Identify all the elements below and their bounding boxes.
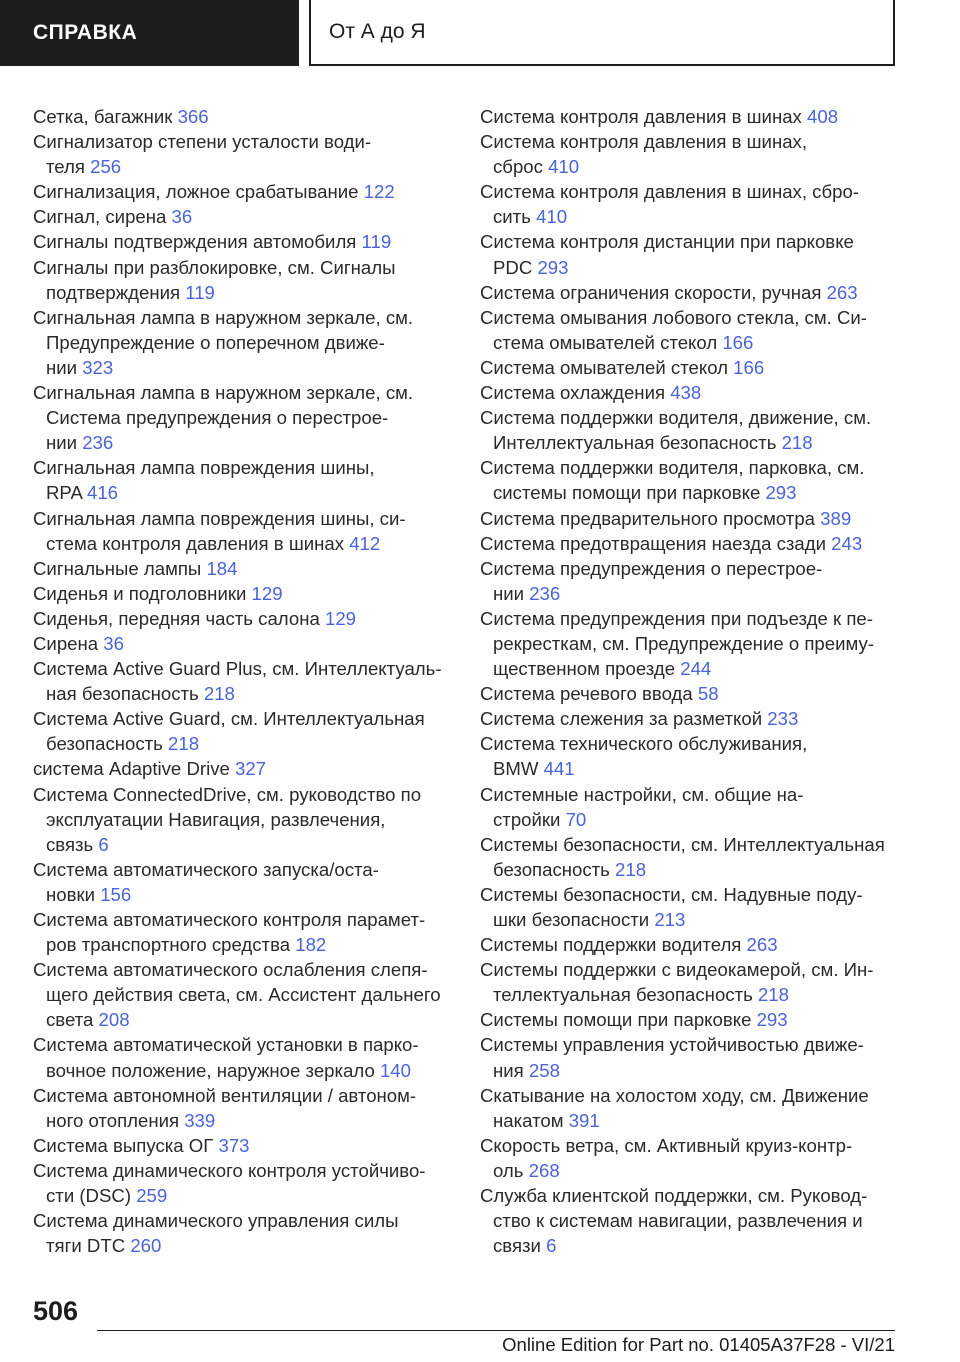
index-entry bbox=[480, 1032, 900, 1082]
index-entry-text: Сирена bbox=[33, 632, 104, 654]
page-link[interactable]: 236 bbox=[82, 432, 114, 454]
index-entry-text: Система поддержки водителя, движение, см. Интеллектуальная безопасность bbox=[480, 407, 872, 454]
index-entry-text: Сигнал, сирена bbox=[33, 206, 172, 228]
index-entry-text: Система автоматического контроля парамет- ров транспортного средства bbox=[33, 909, 426, 956]
index-entry-text: Служба клиентской поддержки, см. Руковод- ство к системам навигации, развлечения и связи bbox=[480, 1185, 868, 1257]
index-entry bbox=[480, 681, 900, 706]
index-entry bbox=[33, 957, 453, 1032]
index-entry-text: Сиденья, передняя часть салона bbox=[33, 607, 325, 629]
index-entry bbox=[480, 380, 900, 405]
index-entry bbox=[480, 832, 900, 882]
index-entry bbox=[480, 957, 900, 1007]
index-entry-text: Система технического обслуживания, BMW bbox=[480, 733, 808, 780]
index-entry-text: Система автоматического ослабления слепя- щего действия света, см. Ассистент дальнего света bbox=[33, 959, 441, 1031]
footer-edition-text: Online Edition for Part no. 01405A37F28 - VI/21 bbox=[502, 1334, 895, 1355]
page-link[interactable]: 129 bbox=[251, 582, 283, 604]
index-entry bbox=[33, 782, 453, 857]
index-entry bbox=[480, 1083, 900, 1133]
page-link[interactable]: 410 bbox=[536, 206, 568, 228]
page-link[interactable]: 36 bbox=[103, 632, 124, 654]
page-link[interactable]: 208 bbox=[98, 1009, 130, 1031]
index-entry-text: Сигналы при разблокировке, см. Сигналы подтверждения bbox=[33, 256, 396, 303]
index-entry bbox=[33, 229, 453, 254]
index-entry-text: Системы помощи при парковке bbox=[480, 1009, 757, 1031]
index-entry bbox=[480, 280, 900, 305]
index-entry-text: Сиденья и подголовники bbox=[33, 582, 252, 604]
page-link[interactable]: 156 bbox=[100, 883, 132, 905]
index-entry bbox=[480, 455, 900, 505]
index-entry bbox=[33, 907, 453, 957]
index-entry-text: Система предупреждения о перестрое- нии bbox=[480, 557, 823, 604]
index-entry-text: Система контроля давления в шинах, сбро- сить bbox=[480, 181, 860, 228]
index-entry bbox=[33, 656, 453, 706]
index-entry-text: Система автоматической установки в парко- вочное положение, наружное зеркало bbox=[33, 1034, 419, 1081]
index-entry-text: Система ограничения скорости, ручная bbox=[480, 281, 827, 303]
index-entry bbox=[33, 556, 453, 581]
page-link[interactable]: 438 bbox=[670, 382, 702, 404]
index-entry bbox=[33, 606, 453, 631]
index-entry-text: Система динамического контроля устойчиво- сти (DSC) bbox=[33, 1159, 426, 1207]
page-link[interactable]: 122 bbox=[363, 181, 395, 203]
index-entry-text: Система контроля давления в шинах, сброс bbox=[480, 131, 808, 178]
index-entry bbox=[33, 1083, 453, 1133]
page-link[interactable]: 36 bbox=[171, 206, 193, 228]
index-entry bbox=[33, 455, 453, 505]
index-entry-text: Система контроля давления в шинах bbox=[480, 106, 808, 127]
index-column-left bbox=[33, 104, 453, 1258]
index-entry bbox=[480, 556, 900, 606]
page-link[interactable]: 58 bbox=[697, 683, 719, 705]
index-entry bbox=[33, 305, 453, 380]
page-link[interactable]: 243 bbox=[831, 532, 863, 554]
section-title: СПРАВКА bbox=[33, 21, 138, 44]
index-entry-text: Система ConnectedDrive, см. руководство по эксплуатации Навигация, развлечения, связь bbox=[33, 783, 422, 855]
page-link[interactable]: 410 bbox=[548, 156, 580, 178]
index-entry bbox=[33, 706, 453, 756]
index-entry-text: Сигналы подтверждения автомобиля bbox=[33, 231, 362, 253]
page-link[interactable]: 213 bbox=[654, 909, 686, 930]
index-entry-text: система Adaptive Drive bbox=[33, 758, 235, 780]
index-entry bbox=[33, 1133, 453, 1158]
page-link[interactable]: 416 bbox=[87, 482, 119, 504]
page-link[interactable]: 293 bbox=[756, 1009, 788, 1031]
index-entry bbox=[480, 506, 900, 531]
index-entry-text: Системы безопасности, см. Интеллектуальная безопасность bbox=[480, 833, 885, 880]
page-link[interactable]: 182 bbox=[295, 934, 327, 956]
page-link[interactable]: 256 bbox=[90, 156, 122, 178]
page-link[interactable]: 293 bbox=[765, 482, 797, 504]
index-entry-text: Система выпуска ОГ bbox=[33, 1134, 219, 1156]
index-entry bbox=[33, 1208, 453, 1258]
index-entry-text: Системные настройки, см. общие на- стройки bbox=[480, 783, 804, 830]
index-entry-text: Система охлаждения bbox=[480, 382, 671, 404]
page-link[interactable]: 233 bbox=[767, 708, 799, 730]
index-entry bbox=[33, 129, 453, 179]
index-entry bbox=[33, 857, 453, 907]
index-entry-text: Система динамического управления силы тяги DTC bbox=[33, 1210, 399, 1257]
index-entry-text: Скорость ветра, см. Активный круиз-контр- оль bbox=[480, 1134, 853, 1181]
footer-divider bbox=[97, 1330, 895, 1331]
page-link[interactable]: 258 bbox=[528, 1059, 560, 1081]
index-entry bbox=[480, 932, 900, 957]
index-entry-text: Система предварительного просмотра bbox=[480, 507, 821, 529]
index-entry-text: Система слежения за разметкой bbox=[480, 708, 768, 730]
index-entry-text: Системы поддержки водителя bbox=[480, 934, 747, 956]
index-entry bbox=[33, 756, 453, 781]
index-entry bbox=[480, 229, 900, 279]
index-entry bbox=[480, 405, 900, 455]
index-entry-text: Сигнализатор степени усталости води- теля bbox=[33, 131, 372, 178]
index-entry-text: Сигнальная лампа повреждения шины, RPA bbox=[33, 457, 375, 504]
index-entry-text: Скатывание на холостом ходу, см. Движение накатом bbox=[480, 1084, 869, 1131]
index-entry bbox=[33, 104, 453, 129]
page-link[interactable]: 129 bbox=[324, 607, 357, 629]
page-link[interactable]: 268 bbox=[528, 1159, 560, 1181]
page-link[interactable]: 391 bbox=[568, 1109, 600, 1131]
page-link[interactable]: 119 bbox=[185, 281, 215, 303]
index-entry bbox=[33, 204, 453, 229]
page-link[interactable]: 373 bbox=[218, 1134, 250, 1156]
page-link[interactable]: 389 bbox=[820, 507, 852, 529]
page-link[interactable]: 218 bbox=[781, 432, 813, 454]
index-entry bbox=[33, 179, 453, 204]
page-link[interactable]: 260 bbox=[130, 1235, 162, 1257]
index-entry bbox=[33, 581, 453, 606]
subsection-tab[interactable] bbox=[309, 0, 895, 66]
index-entry-text: Система поддержки водителя, парковка, см. системы помощи при парковке bbox=[480, 457, 865, 504]
page-number: 506 bbox=[33, 1296, 79, 1326]
index-entry bbox=[480, 606, 900, 681]
index-entry-text: Системы управления устойчивостью движе- ния bbox=[480, 1034, 864, 1081]
index-entry bbox=[480, 782, 900, 832]
page-link[interactable]: 6 bbox=[98, 833, 109, 855]
index-entry bbox=[480, 179, 900, 229]
page-link[interactable]: 166 bbox=[722, 331, 754, 353]
page-link[interactable]: 339 bbox=[184, 1109, 216, 1131]
page-link[interactable]: 327 bbox=[235, 758, 267, 780]
index-entry bbox=[33, 506, 453, 556]
index-entry bbox=[33, 380, 453, 455]
index-entry bbox=[480, 1183, 900, 1258]
index-entry-text: Сигнализация, ложное срабатывание bbox=[33, 181, 364, 203]
index-entry-text: Система контроля дистанции при парковке PDC bbox=[480, 231, 854, 278]
index-entry-text: Система предотвращения наезда сзади bbox=[480, 532, 832, 554]
page-link[interactable]: 244 bbox=[680, 658, 712, 680]
page-link[interactable]: 293 bbox=[537, 256, 569, 278]
index-entry-text: Сигнальная лампа в наружном зеркале, см. Предупреждение о поперечном движе- нии bbox=[33, 306, 414, 378]
page-link[interactable]: 166 bbox=[733, 356, 765, 378]
index-entry-text: Система речевого ввода bbox=[480, 683, 698, 705]
page-link[interactable]: 119 bbox=[361, 231, 392, 253]
index-entry bbox=[480, 1133, 900, 1183]
index-entry-text: Система омывателей стекол bbox=[480, 356, 734, 378]
page-link[interactable]: 70 bbox=[565, 808, 587, 830]
page-link[interactable]: 140 bbox=[379, 1059, 411, 1081]
page-link[interactable]: 412 bbox=[349, 532, 381, 554]
page-link[interactable]: 263 bbox=[746, 934, 778, 956]
index-entry bbox=[480, 129, 900, 179]
index-entry-text: Системы поддержки с видеокамерой, см. Ин- теллектуальная безопасность bbox=[480, 959, 874, 1006]
index-entry bbox=[480, 531, 900, 556]
index-entry-text: Система предупреждения при подъезде к пе- рекресткам, см. Предупреждение о преиму- щественном проезде bbox=[480, 607, 874, 680]
index-entry-text: Система автоматического запуска/оста- новки bbox=[33, 858, 379, 905]
index-entry bbox=[480, 706, 900, 731]
index-entry-text: Сигнальные лампы bbox=[33, 557, 207, 579]
index-entry-text: Сетка, багажник bbox=[33, 106, 178, 127]
index-entry bbox=[480, 731, 900, 781]
page-link[interactable]: 218 bbox=[203, 683, 235, 705]
index-entry bbox=[480, 355, 900, 380]
index-entry bbox=[33, 631, 453, 656]
page-link[interactable]: 408 bbox=[807, 106, 839, 127]
section-tab[interactable] bbox=[0, 0, 299, 66]
page-link[interactable]: 6 bbox=[546, 1235, 557, 1257]
index-entry bbox=[480, 882, 900, 932]
index-entry-text: Сигнальная лампа в наружном зеркале, см. Система предупреждения о перестрое- нии bbox=[33, 382, 414, 454]
subsection-title: От А до Я bbox=[329, 20, 426, 43]
index-entry bbox=[33, 1158, 453, 1208]
page-link[interactable]: 263 bbox=[826, 281, 858, 303]
index-entry bbox=[33, 255, 453, 305]
index-entry-text: Система Active Guard Plus, см. Интеллектуаль- ная безопасность bbox=[33, 658, 442, 705]
page-link[interactable]: 236 bbox=[529, 582, 561, 604]
page-link[interactable]: 366 bbox=[177, 106, 209, 127]
page-link[interactable]: 218 bbox=[615, 858, 647, 880]
index-entry-text: Система омывания лобового стекла, см. Си- стема омывателей стекол bbox=[480, 306, 867, 353]
page-link[interactable]: 441 bbox=[543, 758, 575, 780]
page-link[interactable]: 184 bbox=[206, 557, 238, 579]
index-entry bbox=[480, 305, 900, 355]
index-entry bbox=[480, 1007, 900, 1032]
index-entry-text: Системы безопасности, см. Надувные поду- шки безопасности bbox=[480, 883, 863, 930]
page-link[interactable]: 259 bbox=[136, 1185, 168, 1207]
page-link[interactable]: 218 bbox=[757, 984, 789, 1006]
page-link[interactable]: 323 bbox=[82, 356, 114, 378]
index-column-right bbox=[480, 104, 900, 1258]
index-entry-text: Система автономной вентиляции / автоном- ного отопления bbox=[33, 1084, 417, 1131]
page-header bbox=[0, 0, 960, 66]
index-entry bbox=[480, 104, 900, 129]
index-entry-text: Система Active Guard, см. Интеллектуальная безопасность bbox=[33, 708, 425, 755]
index-entry bbox=[33, 1032, 453, 1082]
index-entry-text: Сигнальная лампа повреждения шины, си- стема контроля давления в шинах bbox=[33, 507, 406, 554]
page-link[interactable]: 218 bbox=[168, 733, 200, 755]
